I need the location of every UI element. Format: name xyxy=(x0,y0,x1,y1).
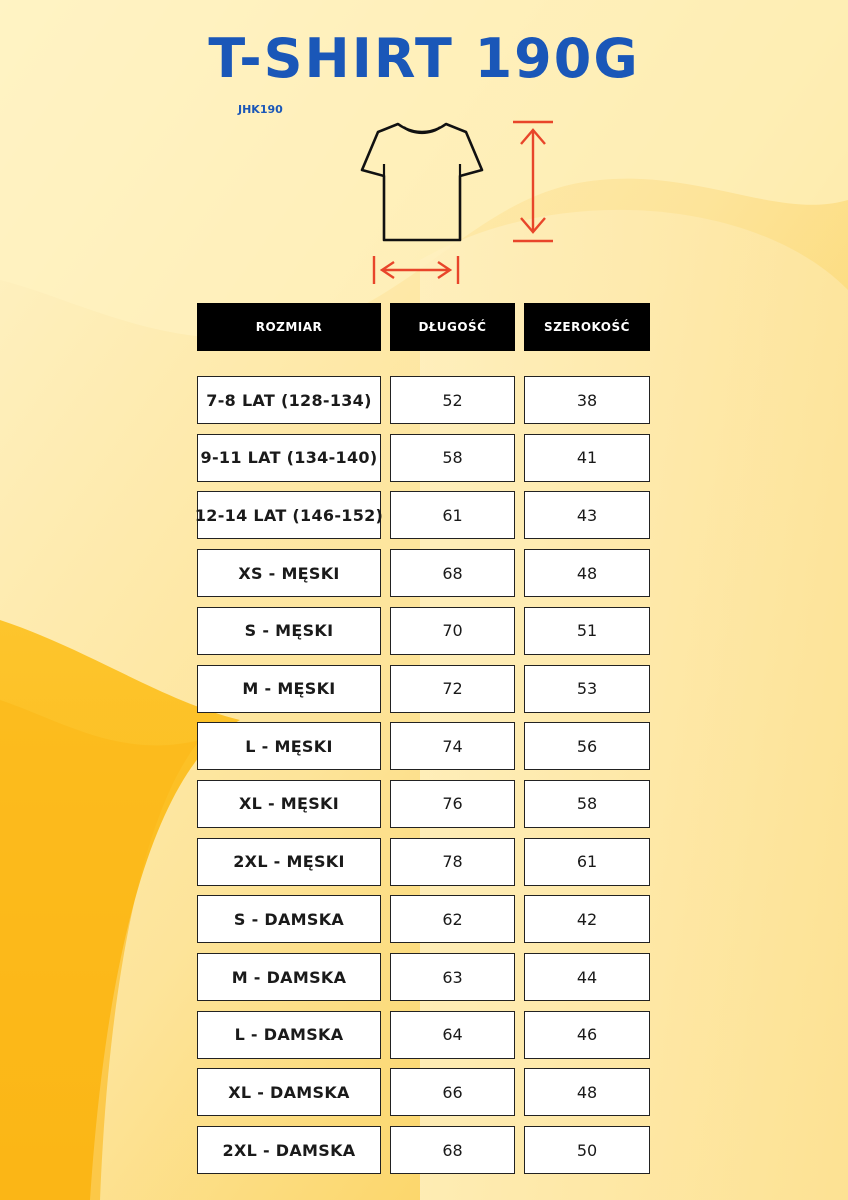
size-cell: M - DAMSKA xyxy=(197,953,381,1001)
width-cell: 46 xyxy=(524,1011,650,1059)
size-cell: S - DAMSKA xyxy=(197,895,381,943)
length-cell: 76 xyxy=(390,780,515,828)
size-cell: 7-8 LAT (128-134) xyxy=(197,376,381,424)
horizontal-measure-arrow-icon xyxy=(370,254,464,286)
size-cell: L - MĘSKI xyxy=(197,722,381,770)
page-title: T-SHIRT 190G xyxy=(208,27,640,90)
t-shirt-icon xyxy=(356,118,488,246)
size-cell: 9-11 LAT (134-140) xyxy=(197,434,381,482)
width-cell: 50 xyxy=(524,1126,650,1174)
width-cell: 43 xyxy=(524,491,650,539)
header-dlugosc: DŁUGOŚĆ xyxy=(390,303,515,351)
width-cell: 56 xyxy=(524,722,650,770)
size-cell: XS - MĘSKI xyxy=(197,549,381,597)
length-cell: 64 xyxy=(390,1011,515,1059)
width-cell: 42 xyxy=(524,895,650,943)
header-szerokosc: SZEROKOŚĆ xyxy=(524,303,650,351)
width-cell: 38 xyxy=(524,376,650,424)
size-cell: 2XL - MĘSKI xyxy=(197,838,381,886)
width-cell: 58 xyxy=(524,780,650,828)
width-cell: 44 xyxy=(524,953,650,1001)
size-cell: S - MĘSKI xyxy=(197,607,381,655)
length-cell: 72 xyxy=(390,665,515,713)
length-cell: 74 xyxy=(390,722,515,770)
length-cell: 78 xyxy=(390,838,515,886)
size-cell: M - MĘSKI xyxy=(197,665,381,713)
length-cell: 66 xyxy=(390,1068,515,1116)
size-cell: 12-14 LAT (146-152) xyxy=(197,491,381,539)
length-cell: 70 xyxy=(390,607,515,655)
width-cell: 48 xyxy=(524,549,650,597)
length-cell: 62 xyxy=(390,895,515,943)
size-cell: XL - MĘSKI xyxy=(197,780,381,828)
length-cell: 63 xyxy=(390,953,515,1001)
size-cell: 2XL - DAMSKA xyxy=(197,1126,381,1174)
length-cell: 61 xyxy=(390,491,515,539)
width-cell: 53 xyxy=(524,665,650,713)
width-cell: 41 xyxy=(524,434,650,482)
size-cell: L - DAMSKA xyxy=(197,1011,381,1059)
length-cell: 58 xyxy=(390,434,515,482)
length-cell: 52 xyxy=(390,376,515,424)
width-cell: 48 xyxy=(524,1068,650,1116)
length-cell: 68 xyxy=(390,1126,515,1174)
product-code: JHK190 xyxy=(238,103,283,116)
size-cell: XL - DAMSKA xyxy=(197,1068,381,1116)
header-rozmiar: ROZMIAR xyxy=(197,303,381,351)
width-cell: 61 xyxy=(524,838,650,886)
vertical-measure-arrow-icon xyxy=(508,118,558,246)
width-cell: 51 xyxy=(524,607,650,655)
length-cell: 68 xyxy=(390,549,515,597)
